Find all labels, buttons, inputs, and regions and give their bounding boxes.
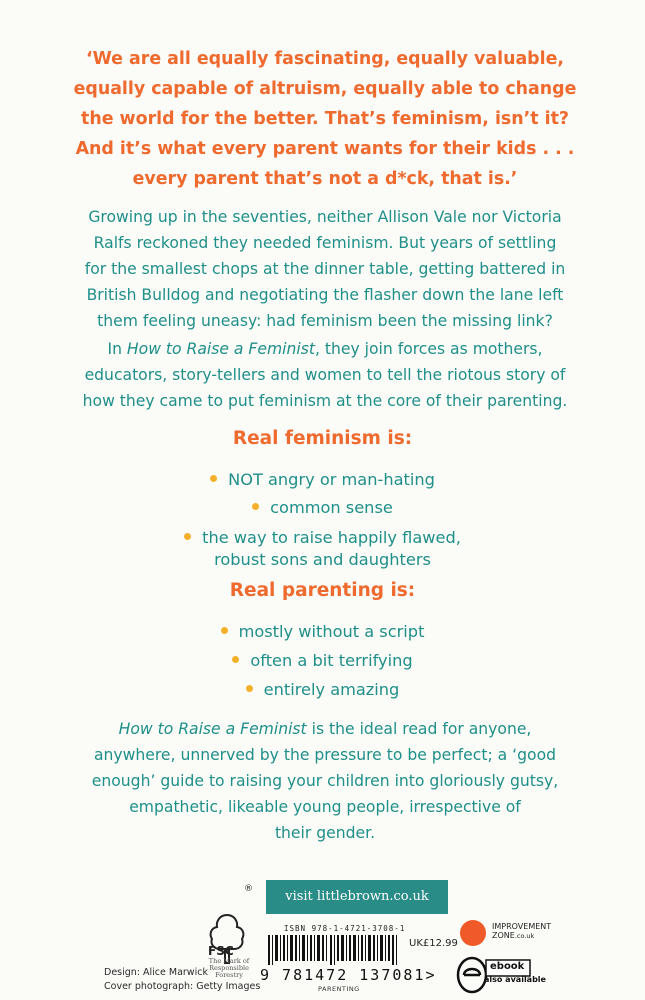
intro-line: for the smallest chops at the dinner table, getting battered in	[84, 260, 566, 278]
parenting-heading: Real parenting is:	[229, 580, 416, 601]
price: UK£12.99	[409, 938, 458, 949]
intro-line: Growing up in the seventies, neither Allison Vale nor Victoria	[88, 208, 562, 226]
fsc-mark-text: The Mark of Responsible Forestry	[208, 957, 250, 979]
improvement-zone-logo-icon	[460, 920, 486, 946]
list-item: common sense	[0, 498, 645, 517]
fsc-label: FSC	[208, 944, 234, 958]
improvement-zone-text: IMPROVEMENT ZONE.co.uk	[492, 922, 552, 940]
quote-line: equally capable of altruism, equally able to change	[73, 79, 577, 99]
intro-paragraph	[30, 204, 620, 334]
closing-line: empathetic, likeable young people, irrespective of	[129, 798, 521, 816]
pull-quote	[40, 44, 610, 194]
design-credit: Design: Alice Marwick	[104, 967, 208, 978]
category-label: PARENTING	[318, 985, 360, 993]
barcode-icon	[268, 935, 404, 965]
about-paragraph	[30, 336, 620, 414]
photo-credit: Cover photograph: Getty Images	[104, 981, 261, 992]
book-title: How to Raise a Feminist	[126, 340, 315, 358]
intro-line: them feeling uneasy: had feminism been the missing link?	[97, 312, 553, 330]
closing-line: anywhere, unnerved by the pressure to be perfect; a ‘good	[93, 746, 557, 764]
intro-line: Ralfs reckoned they needed feminism. But years of settling	[93, 234, 557, 252]
list-item: NOT angry or man-hating	[0, 470, 645, 489]
bullet-dot-icon	[232, 656, 239, 663]
bullet-dot-icon	[210, 475, 217, 482]
list-item: mostly without a script	[0, 622, 645, 641]
list-item: the way to raise happily flawed,	[0, 528, 645, 547]
bullet-dot-icon	[252, 503, 259, 510]
publisher-website[interactable]: visit littlebrown.co.uk	[266, 880, 448, 914]
closing-line: How to Raise a Feminist is the ideal read for anyone,	[118, 720, 532, 738]
isbn-digits: 9 781472 137081>	[260, 966, 437, 984]
quote-line: every parent that’s not a d*ck, that is.’	[132, 169, 518, 189]
registered-mark: ®	[244, 884, 253, 894]
isbn-text: ISBN 978-1-4721-3708-1	[284, 924, 406, 933]
about-line: educators, story-tellers and women to tell the riotous story of	[84, 366, 566, 384]
bullet-dot-icon	[246, 685, 253, 692]
ebook-label: ebook	[490, 961, 525, 972]
list-item: often a bit terrifying	[0, 651, 645, 670]
quote-line: the world for the better. That’s feminism, isn’t it?	[81, 109, 569, 129]
list-item: entirely amazing	[0, 680, 645, 699]
quote-line: ‘We are all equally fascinating, equally valuable,	[86, 49, 564, 69]
feminism-heading: Real feminism is:	[232, 428, 413, 449]
closing-paragraph	[30, 716, 620, 846]
book-title: How to Raise a Feminist	[118, 720, 307, 738]
quote-line: And it’s what every parent wants for their kids . . .	[75, 139, 575, 159]
bullet-dot-icon	[221, 627, 228, 634]
intro-line: British Bulldog and negotiating the flasher down the lane left	[86, 286, 564, 304]
bullet-dot-icon	[184, 533, 191, 540]
closing-line: enough’ guide to raising your children into gloriously gutsy,	[91, 772, 559, 790]
list-item-continuation: robust sons and daughters	[214, 550, 431, 569]
about-line: how they came to put feminism at the core of their parenting.	[82, 392, 568, 410]
ebook-sub: also available	[484, 975, 546, 984]
closing-line: their gender.	[274, 824, 376, 842]
about-line: In How to Raise a Feminist, they join forces as mothers,	[107, 340, 543, 358]
